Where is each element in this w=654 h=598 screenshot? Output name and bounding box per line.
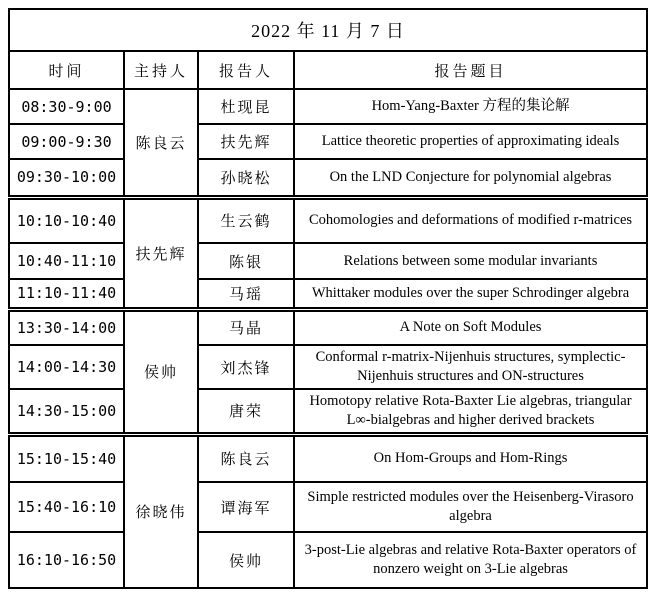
speaker-cell: 杜现昆 [198, 89, 294, 124]
time-cell: 13:30-14:00 [9, 309, 124, 345]
time-cell: 14:00-14:30 [9, 345, 124, 389]
talk-title-cell: Whittaker modules over the super Schrodinger algebra [294, 279, 647, 309]
speaker-cell: 谭海军 [198, 482, 294, 532]
time-cell: 15:40-16:10 [9, 482, 124, 532]
col-header-speaker: 报告人 [198, 51, 294, 89]
col-header-title: 报告题目 [294, 51, 647, 89]
speaker-cell: 马瑶 [198, 279, 294, 309]
chair-cell: 扶先辉 [124, 197, 198, 309]
chair-cell: 陈良云 [124, 89, 198, 197]
talk-title-cell: A Note on Soft Modules [294, 309, 647, 345]
talk-title-cell: Relations between some modular invariants [294, 243, 647, 279]
time-cell: 16:10-16:50 [9, 532, 124, 588]
talk-title-cell: Cohomologies and deformations of modified r-matrices [294, 197, 647, 243]
talk-title-cell: Hom-Yang-Baxter 方程的集论解 [294, 89, 647, 124]
speaker-cell: 侯帅 [198, 532, 294, 588]
time-cell: 09:30-10:00 [9, 159, 124, 197]
talk-title-cell: Simple restricted modules over the Heisenberg-Virasoro algebra [294, 482, 647, 532]
time-cell: 10:10-10:40 [9, 197, 124, 243]
time-cell: 08:30-9:00 [9, 89, 124, 124]
col-header-chair: 主持人 [124, 51, 198, 89]
speaker-cell: 生云鹤 [198, 197, 294, 243]
speaker-cell: 陈银 [198, 243, 294, 279]
speaker-cell: 孙晓松 [198, 159, 294, 197]
col-header-time: 时间 [9, 51, 124, 89]
talk-title-cell: Lattice theoretic properties of approximating ideals [294, 124, 647, 159]
talk-title-cell: 3-post-Lie algebras and relative Rota-Baxter operators of nonzero weight on 3-Lie algebras [294, 532, 647, 588]
chair-cell: 侯帅 [124, 309, 198, 434]
chair-cell: 徐晓伟 [124, 434, 198, 588]
talk-title-cell: Homotopy relative Rota-Baxter Lie algebras, triangular L∞-bialgebras and higher derived brackets [294, 389, 647, 434]
speaker-cell: 扶先辉 [198, 124, 294, 159]
speaker-cell: 马晶 [198, 309, 294, 345]
time-cell: 11:10-11:40 [9, 279, 124, 309]
table-title: 2022 年 11 月 7 日 [9, 9, 647, 51]
talk-title-cell: Conformal r-matrix-Nijenhuis structures, symplectic-Nijenhuis structures and ON-structures [294, 345, 647, 389]
time-cell: 10:40-11:10 [9, 243, 124, 279]
time-cell: 15:10-15:40 [9, 434, 124, 482]
talk-title-cell: On the LND Conjecture for polynomial algebras [294, 159, 647, 197]
speaker-cell: 陈良云 [198, 434, 294, 482]
speaker-cell: 刘杰锋 [198, 345, 294, 389]
talk-title-cell: On Hom-Groups and Hom-Rings [294, 434, 647, 482]
time-cell: 14:30-15:00 [9, 389, 124, 434]
schedule-table [8, 8, 648, 589]
time-cell: 09:00-9:30 [9, 124, 124, 159]
speaker-cell: 唐荣 [198, 389, 294, 434]
